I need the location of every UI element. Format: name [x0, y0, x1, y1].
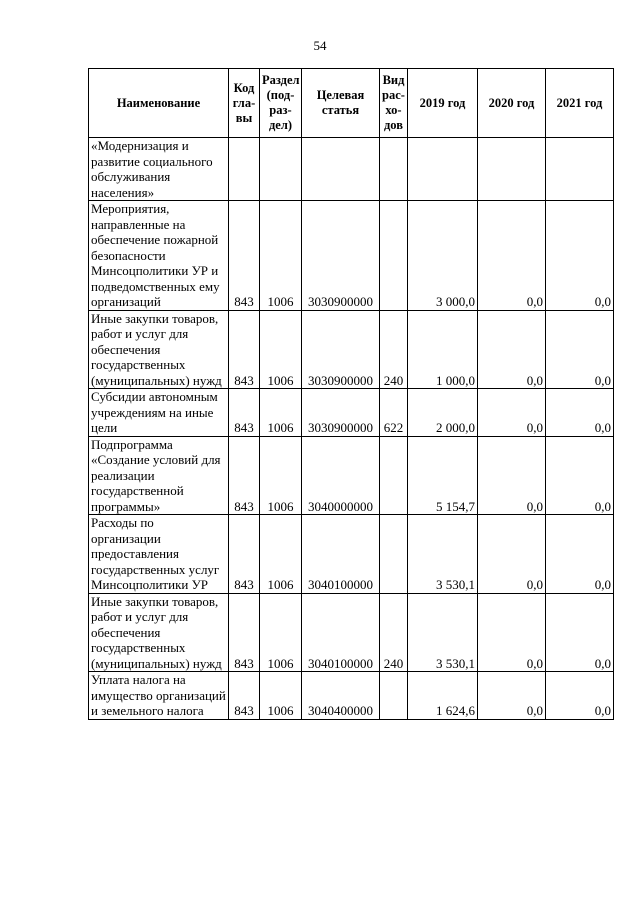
cell-section: 1006 [260, 389, 302, 437]
cell-target: 3030900000 [302, 389, 380, 437]
table-row [89, 389, 614, 437]
cell-name: Расходы по организации предоставления государственных услуг Минсоцполитики УР [89, 515, 229, 594]
cell-name: Субсидии автономным учреждениям на иные цели [89, 389, 229, 437]
cell-section: 1006 [260, 201, 302, 311]
cell-2020: 0,0 [478, 515, 546, 594]
table-body [89, 138, 614, 720]
cell-type [380, 201, 408, 311]
cell-2021: 0,0 [546, 515, 614, 594]
cell-2021: 0,0 [546, 201, 614, 311]
header-code: Код гла-вы [229, 69, 260, 138]
cell-2021: 0,0 [546, 672, 614, 720]
cell-code: 843 [229, 389, 260, 437]
cell-type: 240 [380, 593, 408, 672]
cell-type [380, 436, 408, 515]
cell-2020: 0,0 [478, 201, 546, 311]
cell-target [302, 138, 380, 201]
cell-name: Иные закупки товаров, работ и услуг для обеспечения государственных (муниципальных) нужд [89, 310, 229, 389]
header-type: Вид рас-хо-дов [380, 69, 408, 138]
cell-section: 1006 [260, 310, 302, 389]
cell-2020: 0,0 [478, 672, 546, 720]
cell-2021: 0,0 [546, 310, 614, 389]
cell-name: Мероприятия, направленные на обеспечение пожарной безопасности Минсоцполитики УР и подведомственных ему организаций [89, 201, 229, 311]
cell-code [229, 138, 260, 201]
cell-code: 843 [229, 436, 260, 515]
cell-target: 3040100000 [302, 593, 380, 672]
table-row [89, 672, 614, 720]
cell-code: 843 [229, 310, 260, 389]
cell-2019: 3 000,0 [408, 201, 478, 311]
table-row [89, 436, 614, 515]
cell-code: 843 [229, 672, 260, 720]
table-header-row [89, 69, 614, 138]
cell-name: Подпрограмма «Создание условий для реализации государственной программы» [89, 436, 229, 515]
header-2020: 2020 год [478, 69, 546, 138]
table-row [89, 201, 614, 311]
cell-2019: 5 154,7 [408, 436, 478, 515]
cell-type [380, 672, 408, 720]
table-row [89, 593, 614, 672]
cell-2019: 1 000,0 [408, 310, 478, 389]
cell-section: 1006 [260, 436, 302, 515]
cell-name: Уплата налога на имущество организаций и земельного налога [89, 672, 229, 720]
cell-2020: 0,0 [478, 310, 546, 389]
header-section: Раздел (под-раз-дел) [260, 69, 302, 138]
table-row [89, 515, 614, 594]
cell-2021 [546, 138, 614, 201]
cell-target: 3030900000 [302, 201, 380, 311]
cell-name: Иные закупки товаров, работ и услуг для обеспечения государственных (муниципальных) нужд [89, 593, 229, 672]
cell-code: 843 [229, 201, 260, 311]
header-2021: 2021 год [546, 69, 614, 138]
cell-2019 [408, 138, 478, 201]
cell-2021: 0,0 [546, 389, 614, 437]
table-row [89, 310, 614, 389]
page-number: 54 [313, 38, 327, 53]
cell-2019: 1 624,6 [408, 672, 478, 720]
cell-2020: 0,0 [478, 389, 546, 437]
cell-2020: 0,0 [478, 436, 546, 515]
cell-name: «Модернизация и развитие социального обслуживания населения» [89, 138, 229, 201]
cell-type: 240 [380, 310, 408, 389]
cell-2021: 0,0 [546, 593, 614, 672]
cell-target: 3040000000 [302, 436, 380, 515]
cell-type [380, 138, 408, 201]
cell-2020 [478, 138, 546, 201]
cell-code: 843 [229, 593, 260, 672]
cell-2019: 3 530,1 [408, 593, 478, 672]
cell-target: 3040100000 [302, 515, 380, 594]
cell-section: 1006 [260, 593, 302, 672]
header-name: Наименование [89, 69, 229, 138]
cell-code: 843 [229, 515, 260, 594]
cell-section [260, 138, 302, 201]
cell-2021: 0,0 [546, 436, 614, 515]
header-target: Целевая статья [302, 69, 380, 138]
cell-2019: 2 000,0 [408, 389, 478, 437]
cell-target: 3040400000 [302, 672, 380, 720]
cell-section: 1006 [260, 515, 302, 594]
budget-table [88, 68, 614, 720]
table-row [89, 138, 614, 201]
cell-target: 3030900000 [302, 310, 380, 389]
cell-section: 1006 [260, 672, 302, 720]
cell-type [380, 515, 408, 594]
cell-2019: 3 530,1 [408, 515, 478, 594]
cell-type: 622 [380, 389, 408, 437]
header-2019: 2019 год [408, 69, 478, 138]
cell-2020: 0,0 [478, 593, 546, 672]
